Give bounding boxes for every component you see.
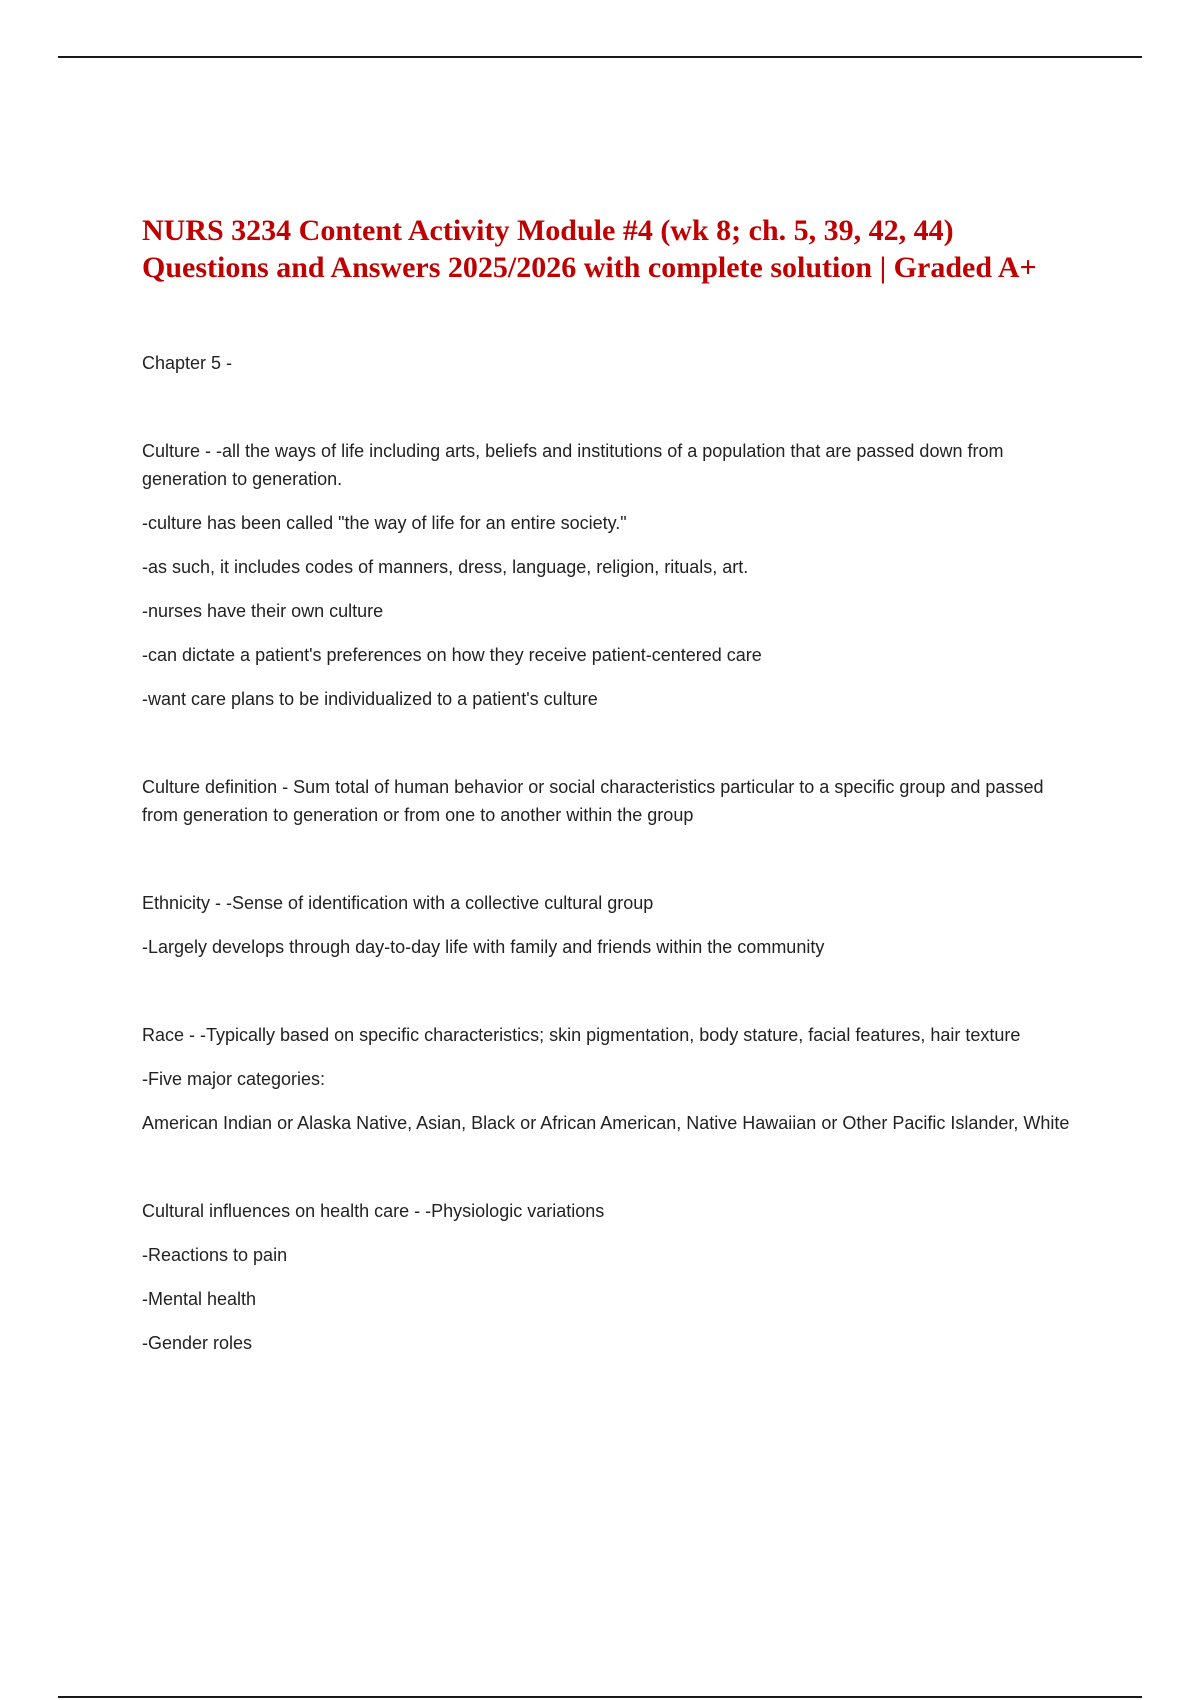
top-rule <box>58 56 1142 58</box>
entry-race <box>142 1021 1072 1137</box>
entry-line: -want care plans to be individualized to a patient's culture <box>142 689 598 709</box>
entry-line: -Five major categories: <box>142 1069 326 1089</box>
entry-ethnicity <box>142 889 1072 961</box>
entry-line: -culture has been called "the way of life for an entire society." <box>142 513 627 533</box>
entry-line: -Reactions to pain <box>142 1245 288 1265</box>
document-body <box>142 212 1072 1357</box>
entry-line: Cultural influences on health care - -Physiologic variations <box>142 1201 605 1221</box>
entry-line: -can dictate a patient's preferences on how they receive patient-centered care <box>142 645 762 665</box>
chapter-heading: Chapter 5 - <box>142 353 233 373</box>
entry-cultural-influences <box>142 1197 1072 1357</box>
entry-line: Culture definition - Sum total of human behavior or social characteristics particular to a specific group and passed from generation to generation or from one to another within the group <box>142 777 1044 825</box>
document-title: NURS 3234 Content Activity Module #4 (wk 8; ch. 5, 39, 42, 44) Questions and Answers 2025/2026 with complete solution | Graded A+ <box>142 214 1037 284</box>
entry-line: -Largely develops through day-to-day life with family and friends within the community <box>142 937 825 957</box>
entry-culture <box>142 437 1072 713</box>
entry-line: American Indian or Alaska Native, Asian, Black or African American, Native Hawaiian or Other Pacific Islander, White <box>142 1113 1070 1133</box>
entry-line: -as such, it includes codes of manners, dress, language, religion, rituals, art. <box>142 557 749 577</box>
entry-line: -nurses have their own culture <box>142 601 384 621</box>
entry-line: Culture - -all the ways of life including arts, beliefs and institutions of a population that are passed down from generation to generation. <box>142 441 1004 489</box>
bottom-rule <box>58 1696 1142 1698</box>
entry-line: Ethnicity - -Sense of identification with a collective cultural group <box>142 893 654 913</box>
entry-culture-definition <box>142 773 1072 829</box>
entry-line: Race - -Typically based on specific characteristics; skin pigmentation, body stature, facial features, hair texture <box>142 1025 1021 1045</box>
entry-line: -Gender roles <box>142 1333 253 1353</box>
entry-line: -Mental health <box>142 1289 257 1309</box>
